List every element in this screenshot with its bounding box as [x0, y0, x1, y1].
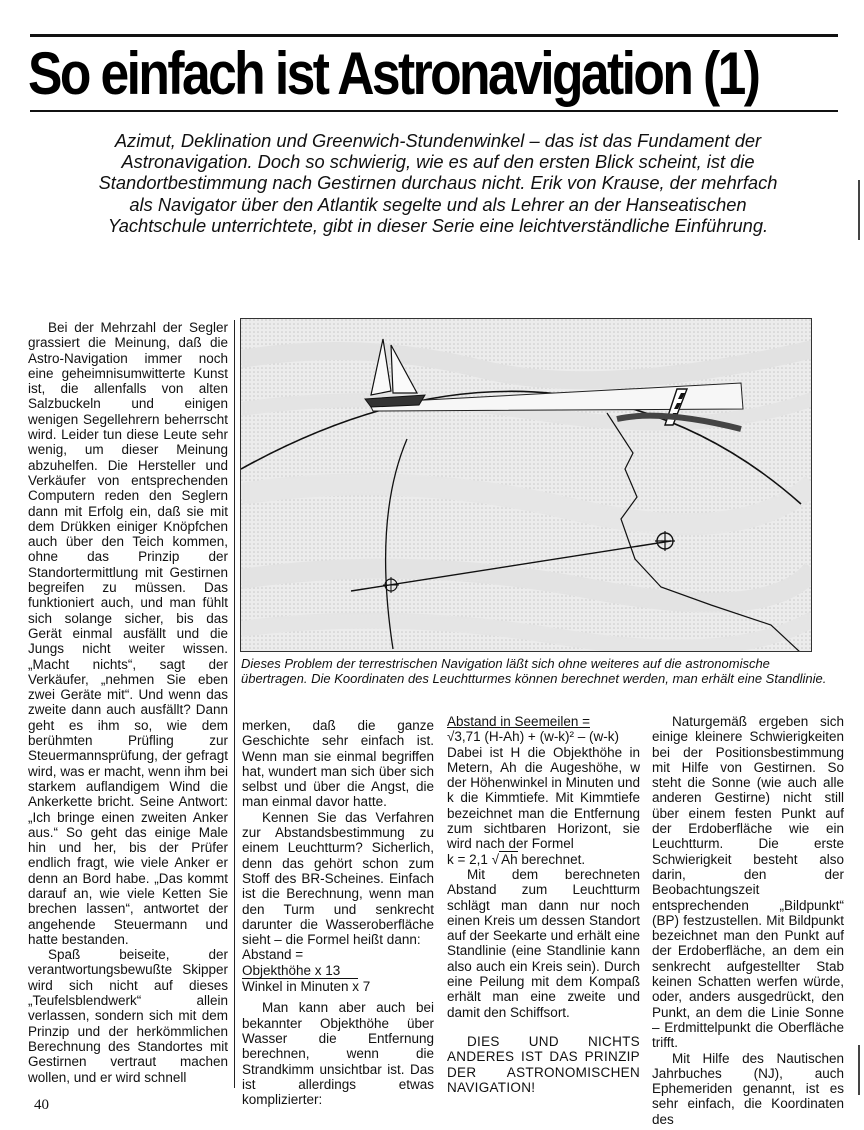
paragraph: merken, daß die ganze Geschichte sehr einfach ist. Wenn man sie einmal begriffen hat, wundert man sich über sich selbst und über die Angst, die man einmal davor hatte.	[242, 718, 434, 810]
article-intro: Azimut, Deklination und Greenwich-Stundenwinkel – das ist das Fundament der Astronavigation. Doch so schwierig, wie es auf den ersten Blick scheint, ist die Standortbestimmung nach Gestirnen durchaus nicht. Erik von Krause, der mehrfach als Navigator über den Atlantik segelte und als Lehrer an der Hanseatischen Yachtschule unterrichtete, gibt in dieser Serie eine leichtverständliche Einführung.	[98, 130, 778, 236]
dip-formula: k = 2,1 √ Ah berechnet.	[447, 851, 586, 867]
text-column-2	[242, 718, 434, 1107]
emphasis-paragraph: DIES UND NICHTS ANDERES IST DAS PRINZIP DER ASTRONOMISCHEN NAVIGATION!	[447, 1033, 640, 1095]
formula-numerator-text: Objekthöhe x 13	[242, 963, 358, 979]
paragraph: Mit Hilfe des Nautischen Jahrbuches (NJ), auch Ephemeriden genannt, ist es sehr einfach, die Koordinaten des	[652, 1050, 844, 1127]
paragraph: Man kann aber auch bei bekannter Objekthöhe über Wasser die Entfernung berechnen, wenn die Strandkimm unsichtbar ist. Das ist allerdings etwas komplizierter:	[242, 1000, 434, 1108]
article-title: So einfach ist Astronavigation (1)	[28, 40, 759, 107]
column-divider	[234, 320, 235, 1088]
navigation-illustration	[240, 318, 812, 652]
scan-edge-mark	[858, 180, 860, 240]
formula-label: Abstand =	[242, 947, 304, 963]
formula-heading	[447, 714, 640, 729]
paragraph: Bei der Mehrzahl der Segler grassiert die Meinung, daß die Astro-Navigation immer noch eine geheimnisumwitterte Kunst ist, die allenfalls von alten Salzbuckeln und einigen wenigen Segellehrern beherrscht wird. Leider tun diese Leute sehr wenig, um dieser Meinung abzuhelfen. Die Hersteller und Verkäufer von entsprechenden Computern reden den Seglern dann mit Erfolg ein, daß sie mit dem Drükken einiger Knöpfchen auch über den Teich kommen, ohne das Prinzip der Standortermittlung mit Gestirnen begreifen zu müssen. Das funktioniert auch, und man fühlt sich solange sicher, bis das Gerät einmal ausfällt und die Jungs nicht weiter wissen. „Macht nichts“, sagt der Verkäufer, „nehmen Sie eben zwei Geräte mit“. Und wenn das zweite dann auch ausfällt? Dann geht es ihm so, wie dem berühmten Prüfling zur Steuermannsprüfung, der gefragt wird, was er macht, wenn ihm bei starkem auflandigem Wind die Ankerkette bricht. Seine Antwort: „Ich bringe einen zweiten Anker aus.“ So geht das einige Male hin und her, bis der Prüfer endlich fragt, wie viele Anker er denn an Bord habe. „Das kommt darauf an, wie viele Ketten Sie brechen lassen“, antwortet der angehende Steuermann und hatte bestanden.	[28, 320, 228, 947]
page-number: 40	[34, 1097, 49, 1113]
paragraph: Spaß beiseite, der verantwortungsbewußte Skipper wird sich nicht auf dieses „Teufelsblendwerk“ allein verlassen, sondern sich mit dem Prinzip und der herkömmlichen Berechnung des Standortes mit Gestirnen vertraut machen wollen, und er wird schnell	[28, 947, 228, 1085]
formula-heading-text: Abstand in Seemeilen =	[447, 714, 590, 729]
scan-edge-mark	[858, 1045, 860, 1095]
illustration-graphic	[241, 319, 812, 652]
text-column-3	[447, 714, 640, 1095]
formula-numerator	[242, 963, 434, 979]
dip-formula-root: Ah	[501, 851, 518, 867]
distance-formula: √3,71 (H-Ah) + (w-k)² – (w-k)	[447, 729, 620, 745]
title-rule-bottom	[30, 110, 838, 112]
paragraph: Kennen Sie das Verfahren zur Abstandsbestimmung zu einem Leuchtturm? Sicherlich, denn das gehört schon zum Stoff des BR-Scheines. Einfach ist die Berechnung, wenn man den Turm und senkrecht darunter die Wasseroberfläche sieht – die Formel heißt dann:	[242, 809, 434, 948]
dip-formula-suffix: berechnet.	[521, 851, 586, 867]
text-column-1	[28, 320, 228, 1085]
paragraph: Dabei ist H die Objekthöhe in Metern, Ah die Augeshöhe, w der Höhenwinkel in Minuten und k die Kimmtiefe. Mit Kimmtiefe bezeichnet man die Entfernung zum sichtbaren Horizont, sie wird nach der Formel	[447, 744, 640, 852]
paragraph: Naturgemäß ergeben sich einige kleinere Schwierigkeiten bei der Positionsbestimmung mit Hilfe von Gestirnen. So steht die Sonne (wie auch alle anderen Gestirne) nicht still über einem festen Punkt auf der Erdoberfläche wie ein Leuchtturm. Die erste Schwierigkeit besteht also darin, den der Beobachtungszeit entsprechenden „Bildpunkt“ (BP) festzustellen. Mit Bildpunkt bezeichnet man den Punkt auf der Erdoberfläche, an dem ein senkrecht aufgestellter Stab keinen Schatten werfen würde, oder, anders ausgedrückt, den Punkt, an dem die Linie Sonne – Erdmittelpunkt die Oberfläche trifft.	[652, 714, 844, 1051]
figure-caption: Dieses Problem der terrestrischen Navigation läßt sich ohne weiteres auf die astronomische übertragen. Die Koordinaten des Leuchtturmes können berechnet werden, man erhält eine Standlinie.	[241, 656, 827, 687]
dip-formula-prefix: k = 2,1	[447, 851, 488, 867]
paragraph: Mit dem berechneten Abstand zum Leuchtturm schlägt man dann nur noch einen Kreis um dessen Standort auf der Seekarte und erhält eine Standlinie (eine Standlinie kann also auch ein Kreis sein). Durch eine Peilung mit dem Kompaß erhält man eine zweite und damit den Schiffsort.	[447, 866, 640, 1020]
text-column-4	[652, 714, 844, 1127]
title-rule-top	[30, 34, 838, 37]
formula-denominator: Winkel in Minuten x 7	[242, 979, 371, 995]
